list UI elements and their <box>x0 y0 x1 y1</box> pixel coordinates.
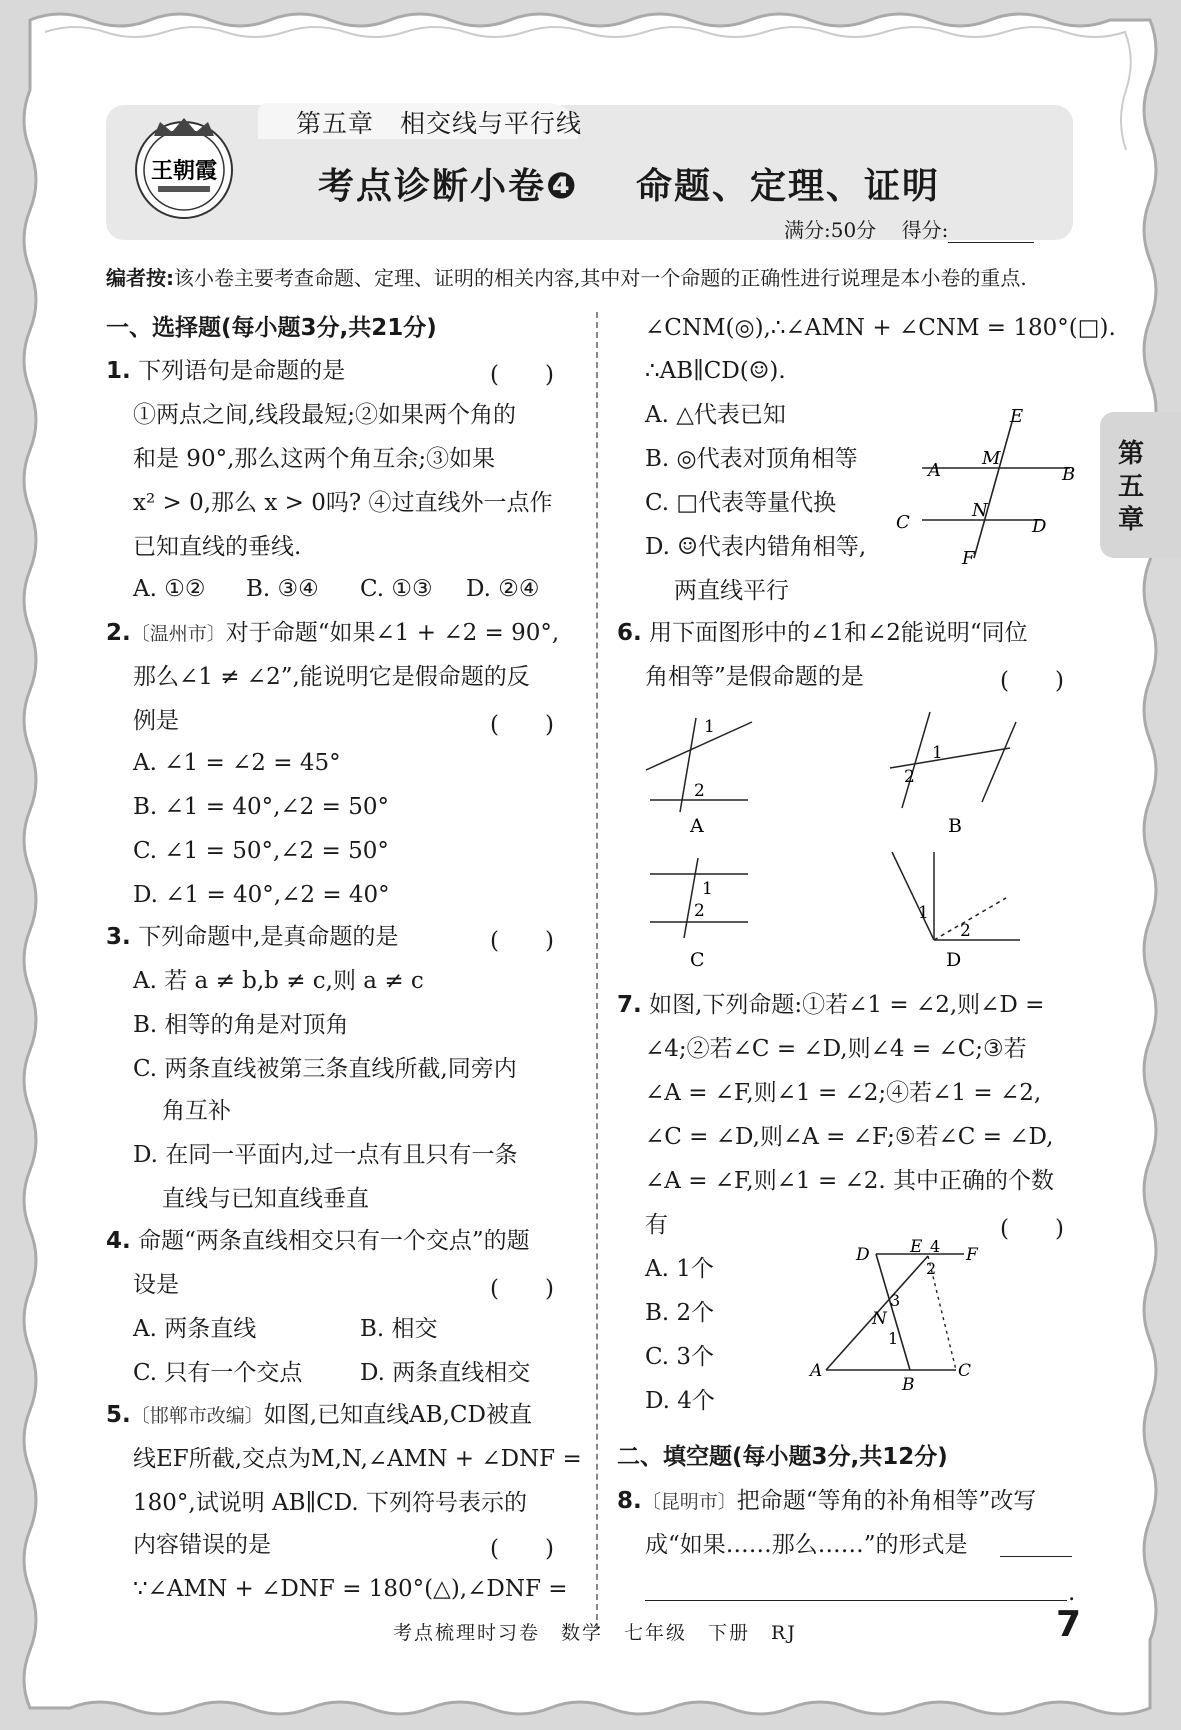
q7-num: 7. <box>617 992 642 1018</box>
q3-option-c[interactable]: C. 两条直线被第三条直线所截,同旁内 <box>133 1056 517 1082</box>
angle-label: 2 <box>694 901 705 921</box>
q2-line: 例是 <box>133 708 179 734</box>
q2-source: 〔温州市〕 <box>130 623 226 645</box>
q3-num: 3. <box>106 924 131 950</box>
angle-label: 2 <box>904 767 915 787</box>
q3-text: 下列命题中,是真命题的是 <box>138 924 399 950</box>
q2-option-b[interactable]: B. ∠1 = 40°,∠2 = 50° <box>133 794 389 820</box>
angle-label: 1 <box>932 743 943 763</box>
q4-num: 4. <box>106 1228 131 1254</box>
q5-line: 如图,已知直线AB,CD被直 <box>263 1402 532 1428</box>
label-f: F <box>962 548 975 569</box>
logo-text: 王朝霞 <box>150 158 218 184</box>
q8-answer-blank-2[interactable] <box>645 1600 1067 1601</box>
q1-option-a[interactable]: A. ①② <box>133 576 206 602</box>
score-input[interactable] <box>948 224 1034 243</box>
q3-option-a[interactable]: A. 若 a ≠ b,b ≠ c,则 a ≠ c <box>133 968 424 994</box>
label-b: B <box>902 1375 915 1395</box>
q5-answer-box[interactable]: ( ) <box>490 1536 554 1562</box>
q5-option-b[interactable]: B. ◎代表对顶角相等 <box>645 446 858 472</box>
q7-line: 有 <box>645 1212 668 1238</box>
page-subtitle: 命题、定理、证明 <box>636 166 941 207</box>
q2-option-a[interactable]: A. ∠1 = ∠2 = 45° <box>133 750 341 776</box>
label-n: N <box>872 1309 887 1329</box>
label-c: C <box>896 512 910 533</box>
editor-note <box>106 262 1027 291</box>
chapter-heading: 第五章 相交线与平行线 <box>296 109 583 138</box>
q5-num: 5. <box>106 1402 131 1428</box>
fig-label-d: D <box>946 949 962 971</box>
fig-label-a: A <box>690 815 704 837</box>
label-d: D <box>1032 516 1047 537</box>
q5-option-c[interactable]: C. □代表等量代换 <box>645 490 837 516</box>
q6-num: 6. <box>617 620 642 646</box>
angle-label: 1 <box>702 879 713 899</box>
q1-line: 和是 90°,那么这两个角互余;③如果 <box>133 446 496 472</box>
q6-line: 角相等”是假命题的是 <box>645 664 864 690</box>
q8-period: . <box>1068 1580 1076 1606</box>
score-area <box>784 214 1034 243</box>
q5-option-d-cont: 两直线平行 <box>674 578 789 604</box>
q6-figures <box>640 708 1080 978</box>
q2-answer-box[interactable]: ( ) <box>490 712 554 738</box>
score-label: 得分: <box>901 218 949 242</box>
label-m: M <box>982 448 1001 469</box>
fig-label-b: B <box>948 815 962 837</box>
label-e: E <box>1010 406 1024 427</box>
q1-line: x² > 0,那么 x > 0吗? ④过直线外一点作 <box>133 490 553 516</box>
q2-stem <box>106 618 559 649</box>
q7-option-d[interactable]: D. 4个 <box>645 1388 715 1414</box>
q3-option-b[interactable]: B. 相等的角是对顶角 <box>133 1012 349 1038</box>
q7-option-a[interactable]: A. 1个 <box>645 1256 714 1282</box>
logo-badge <box>128 112 240 224</box>
q7-line: ∠4;②若∠C = ∠D,则∠4 = ∠C;③若 <box>645 1036 1027 1062</box>
q6-answer-box[interactable]: ( ) <box>1000 668 1064 694</box>
q4-option-b[interactable]: B. 相交 <box>360 1316 438 1342</box>
q7-line: 如图,下列命题:①若∠1 = ∠2,则∠D = <box>649 992 1045 1018</box>
q3-answer-box[interactable]: ( ) <box>490 928 554 954</box>
q5-figure <box>892 402 1082 572</box>
footer-text: 考点梳理时习卷 数学 七年级 下册 RJ <box>393 1622 797 1644</box>
angle-label: 2 <box>960 921 971 941</box>
q1-line: ①两点之间,线段最短;②如果两个角的 <box>133 402 517 428</box>
q3-stem <box>106 922 398 952</box>
line-ef <box>974 422 1012 558</box>
angle-label: 1 <box>918 903 929 923</box>
label-d: D <box>856 1245 870 1265</box>
q1-num: 1. <box>106 358 131 384</box>
q7-stem <box>617 990 1044 1020</box>
angle-label-3: 3 <box>890 1291 901 1310</box>
q5-source: 〔邯郸市改编〕 <box>130 1405 264 1427</box>
q7-line: ∠A = ∠F,则∠1 = ∠2. 其中正确的个数 <box>645 1168 1055 1194</box>
label-c: C <box>958 1361 972 1381</box>
q5-line: ∴AB∥CD(☺). <box>645 358 786 384</box>
q6-figure-b <box>890 712 1016 837</box>
q4-line: 命题“两条直线相交只有一个交点”的题 <box>138 1228 530 1254</box>
q5-option-a[interactable]: A. △代表已知 <box>645 402 786 428</box>
q7-answer-box[interactable]: ( ) <box>1000 1216 1064 1242</box>
q1-line: 已知直线的垂线. <box>133 534 302 560</box>
column-divider <box>596 312 598 1630</box>
q1-stem <box>106 356 345 386</box>
side-tab-label: 第五章 <box>1117 439 1144 535</box>
q2-option-c[interactable]: C. ∠1 = 50°,∠2 = 50° <box>133 838 389 864</box>
q6-stem <box>617 618 1028 648</box>
q8-line: 把命题“等角的补角相等”改写 <box>736 1488 1037 1514</box>
q2-line: 对于命题“如果∠1 + ∠2 = 90°, <box>225 620 560 646</box>
q1-option-b[interactable]: B. ③④ <box>246 576 319 602</box>
label-e: E <box>910 1237 923 1257</box>
label-n: N <box>972 500 988 521</box>
q5-line: 180°,试说明 AB∥CD. 下列符号表示的 <box>133 1490 527 1516</box>
label-b: B <box>1062 464 1076 485</box>
page-title: 考点诊断小卷❹ <box>318 166 579 207</box>
q4-option-a[interactable]: A. 两条直线 <box>133 1316 257 1342</box>
q6-figure-c <box>650 858 748 971</box>
angle-label: 2 <box>694 781 705 801</box>
q8-source: 〔昆明市〕 <box>641 1491 737 1513</box>
q7-figure <box>806 1236 996 1396</box>
angle-label-4: 4 <box>930 1237 941 1256</box>
label-a: A <box>928 460 941 481</box>
q5-line: 内容错误的是 <box>133 1532 271 1558</box>
q5-stem <box>106 1400 532 1431</box>
editor-note-label: 编者按: <box>106 266 174 290</box>
angle-label-2: 2 <box>926 1259 937 1278</box>
q1-option-d[interactable]: D. ②④ <box>466 576 540 602</box>
angle-label: 1 <box>704 717 715 737</box>
q8-stem <box>617 1486 1036 1517</box>
q4-answer-box[interactable]: ( ) <box>490 1276 554 1302</box>
q7-option-b[interactable]: B. 2个 <box>645 1300 715 1326</box>
q6-figure-a <box>646 717 752 837</box>
q8-line: 成“如果……那么……”的形式是 <box>645 1532 968 1558</box>
q4-line: 设是 <box>133 1272 179 1298</box>
q4-stem <box>106 1226 530 1256</box>
page-number: 7 <box>1056 1604 1082 1645</box>
q7-option-c[interactable]: C. 3个 <box>645 1344 715 1370</box>
q4-option-d[interactable]: D. 两条直线相交 <box>360 1360 531 1386</box>
q3-option-d-cont: 直线与已知直线垂直 <box>162 1186 369 1212</box>
q5-line: ∵∠AMN + ∠DNF = 180°(△),∠DNF = <box>133 1576 568 1602</box>
label-a: A <box>810 1361 823 1381</box>
q3-option-c-cont: 角互补 <box>162 1098 231 1124</box>
section-1-title: 一、选择题(每小题3分,共21分) <box>106 315 437 341</box>
q1-answer-box[interactable]: ( ) <box>490 362 554 388</box>
angle-label-1: 1 <box>888 1329 899 1348</box>
q7-line: ∠A = ∠F,则∠1 = ∠2;④若∠1 = ∠2, <box>645 1080 1042 1106</box>
q4-option-c[interactable]: C. 只有一个交点 <box>133 1360 303 1386</box>
editor-note-text: 该小卷主要考查命题、定理、证明的相关内容,其中对一个命题的正确性进行说理是本小卷的重点. <box>174 266 1027 290</box>
q2-line: 那么∠1 ≠ ∠2”,能说明它是假命题的反 <box>133 664 530 690</box>
q2-num: 2. <box>106 620 131 646</box>
q5-option-d[interactable]: D. ☺代表内错角相等, <box>645 534 867 560</box>
fig-label-c: C <box>690 949 705 971</box>
q3-option-d[interactable]: D. 在同一平面内,过一点有且只有一条 <box>133 1142 518 1168</box>
section-2-title: 二、填空题(每小题3分,共12分) <box>617 1444 948 1470</box>
q7-line: ∠C = ∠D,则∠A = ∠F;⑤若∠C = ∠D, <box>645 1124 1054 1150</box>
q1-option-c[interactable]: C. ①③ <box>360 576 433 602</box>
q5-line: 线EF所截,交点为M,N,∠AMN + ∠DNF = <box>133 1446 582 1472</box>
full-score: 满分:50分 <box>784 218 877 242</box>
q8-answer-blank[interactable] <box>1000 1556 1072 1557</box>
q8-num: 8. <box>617 1488 642 1514</box>
q2-option-d[interactable]: D. ∠1 = 40°,∠2 = 40° <box>133 882 390 908</box>
q6-line: 用下面图形中的∠1和∠2能说明“同位 <box>649 620 1028 646</box>
label-f: F <box>966 1245 978 1265</box>
q6-figure-d <box>892 852 1020 971</box>
q1-text: 下列语句是命题的是 <box>138 358 346 384</box>
q5-line: ∠CNM(◎),∴∠AMN + ∠CNM = 180°(□). <box>645 315 1116 341</box>
